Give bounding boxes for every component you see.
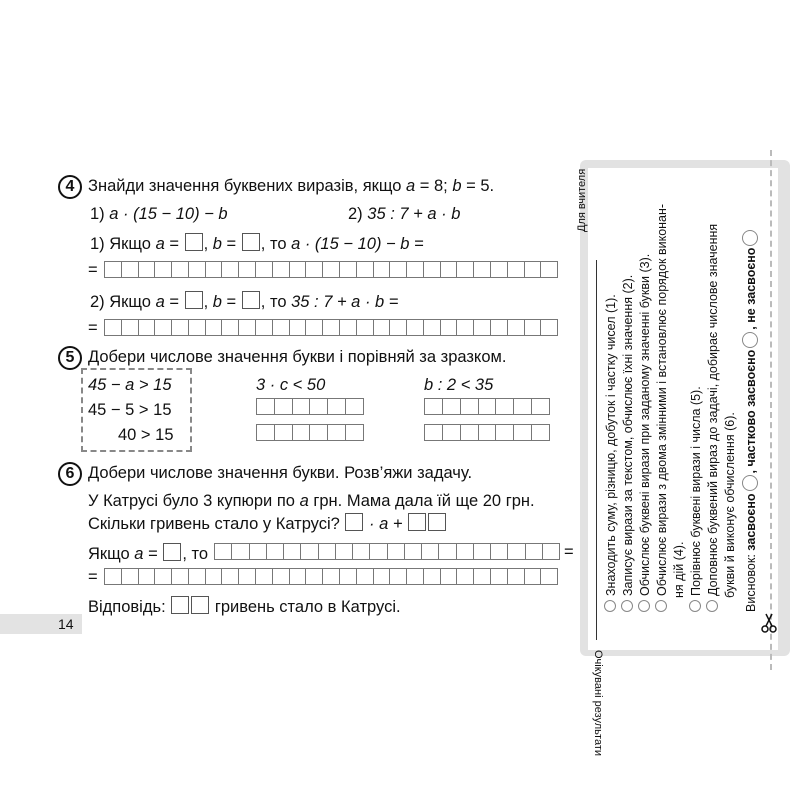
answer-grid-5-c-1[interactable] — [256, 398, 364, 415]
sample-line-3: 40 > 15 — [118, 426, 174, 444]
answer-box-b[interactable] — [242, 291, 260, 309]
text-1-part-a: У Катрусі було 3 купюри по — [88, 492, 295, 510]
equals: = — [226, 235, 237, 253]
check-circle-icon[interactable] — [655, 600, 667, 612]
result-item-4-cont: ня дій (4). — [672, 541, 686, 598]
conclusion-label: Висновок: — [744, 554, 758, 612]
check-circle-icon[interactable] — [604, 600, 616, 612]
conclusion-option-3: , не засвоєно — [744, 247, 758, 330]
result-item-4: Обчислює вирази з двома змінними і встановлює порядок виконан- — [655, 204, 669, 612]
equals: = — [169, 235, 179, 253]
answer-box-b[interactable] — [242, 233, 260, 251]
answer-grid-4-2[interactable] — [104, 319, 558, 336]
answer-grid-5-b-1[interactable] — [424, 398, 550, 415]
var-a: a — [406, 177, 416, 195]
check-circle-icon[interactable] — [689, 600, 701, 612]
answer-text: гривень стало в Катрусі. — [214, 598, 401, 616]
task-6-text-2 — [88, 513, 447, 534]
answer-box-1[interactable] — [171, 596, 189, 614]
equals: = — [148, 545, 158, 563]
conclusion-option-1: засвоєно — [744, 493, 758, 551]
result-item-6: Доповнює буквений вираз до задачі, добирає числове значення — [706, 224, 720, 612]
then-word: , то — [182, 545, 209, 563]
add-box-1[interactable] — [408, 513, 426, 531]
answer-grid-6-1[interactable] — [214, 543, 560, 560]
task-4-eq-start-1: = — [88, 261, 98, 279]
then-word: , то — [260, 235, 287, 253]
var-a: a — [299, 492, 309, 510]
task-6-number: 6 — [58, 462, 82, 486]
cond-a-value: = 8; — [415, 177, 453, 195]
line-1-expr: a · (15 − 10) − b = — [291, 235, 424, 253]
task-4-expr-2 — [348, 205, 460, 224]
expr-1: a · (15 − 10) − b — [109, 205, 228, 223]
var-b: b — [212, 235, 222, 253]
choice-circle-icon[interactable] — [742, 230, 758, 246]
line-2-prefix: 2) Якщо — [90, 293, 151, 311]
conclusion — [742, 228, 758, 612]
scissors-icon — [760, 612, 778, 634]
line-2-expr: 35 : 7 + a · b = — [291, 293, 399, 311]
answer-box-a[interactable] — [185, 291, 203, 309]
task-4-title-text: Знайди значення буквених виразів, якщо — [88, 177, 402, 195]
text-1-part-b: грн. Мама дала їй ще 20 грн. — [313, 492, 535, 510]
task-6-line-1 — [88, 543, 208, 564]
task-4-number: 4 — [58, 175, 82, 199]
then-word: , то — [260, 293, 287, 311]
result-item-2: Записує вирази за текстом, обчислює їхні значення (2). — [621, 275, 635, 612]
task-4-expr-1 — [90, 205, 228, 224]
task-6-answer — [88, 596, 401, 617]
check-circle-icon[interactable] — [638, 600, 650, 612]
page-number: 14 — [58, 616, 74, 632]
expr-2-label: 2) — [348, 205, 363, 223]
task-4-title — [88, 177, 494, 196]
teacher-header: Для вчителя — [576, 168, 588, 232]
task-4-line-2 — [90, 291, 398, 312]
answer-label: Відповідь: — [88, 598, 166, 616]
check-circle-icon[interactable] — [621, 600, 633, 612]
answer-box-2[interactable] — [191, 596, 209, 614]
sample-line-2: 45 − 5 > 15 — [88, 401, 172, 419]
choice-circle-icon[interactable] — [742, 332, 758, 348]
expr-b: b : 2 < 35 — [424, 376, 494, 394]
coef-box[interactable] — [345, 513, 363, 531]
cut-line — [770, 150, 772, 670]
answer-grid-6-2[interactable] — [104, 568, 558, 585]
results-title: Очікувані результати — [592, 650, 604, 757]
answer-grid-4-1[interactable] — [104, 261, 558, 278]
task-4-eq-start-2: = — [88, 319, 98, 337]
result-item-3: Обчислює буквені вирази при заданому значенні букви (3). — [638, 254, 652, 612]
task-5-number: 5 — [58, 346, 82, 370]
answer-grid-5-b-2[interactable] — [424, 424, 550, 441]
sample-line-1: 45 − a > 15 — [88, 376, 172, 394]
text-2-expr: · a + — [369, 515, 403, 533]
conclusion-option-2: , частково засвоєно — [744, 349, 758, 474]
line-prefix: Якщо — [88, 545, 130, 563]
task-6-eq-start: = — [88, 568, 98, 586]
var-b: b — [452, 177, 462, 195]
var-a: a — [155, 293, 165, 311]
answer-grid-5-c-2[interactable] — [256, 424, 364, 441]
task-6-title: Добери числове значення букви. Розв’яжи задачу. — [88, 464, 473, 482]
line-1-prefix: 1) Якщо — [90, 235, 151, 253]
results-separator — [596, 260, 597, 640]
cond-b-value: = 5. — [461, 177, 495, 195]
line-end-eq: = — [564, 543, 574, 561]
result-item-5: Порівнює буквені вирази і числа (5). — [689, 386, 703, 612]
var-b: b — [212, 293, 222, 311]
result-item-6-cont: букви й виконує обчислення (6). — [723, 412, 737, 598]
var-a: a — [155, 235, 165, 253]
comma: , — [203, 235, 209, 253]
value-box-a[interactable] — [163, 543, 181, 561]
expr-1-label: 1) — [90, 205, 105, 223]
equals: = — [226, 293, 237, 311]
expr-c: 3 · c < 50 — [256, 376, 326, 394]
expr-2: 35 : 7 + a · b — [367, 205, 461, 223]
task-6-text-1 — [88, 492, 535, 511]
task-4-line-1 — [90, 233, 424, 254]
text-2: Скільки гривень стало у Катрусі? — [88, 515, 340, 533]
equals: = — [169, 293, 179, 311]
add-box-2[interactable] — [428, 513, 446, 531]
choice-circle-icon[interactable] — [742, 475, 758, 491]
task-5-title: Добери числове значення букви і порівняй за зразком. — [88, 348, 507, 366]
result-item-1: Знаходить суму, різницю, добуток і частку чисел (1). — [604, 294, 618, 612]
var-a: a — [134, 545, 144, 563]
check-circle-icon[interactable] — [706, 600, 718, 612]
answer-box-a[interactable] — [185, 233, 203, 251]
comma: , — [203, 293, 209, 311]
